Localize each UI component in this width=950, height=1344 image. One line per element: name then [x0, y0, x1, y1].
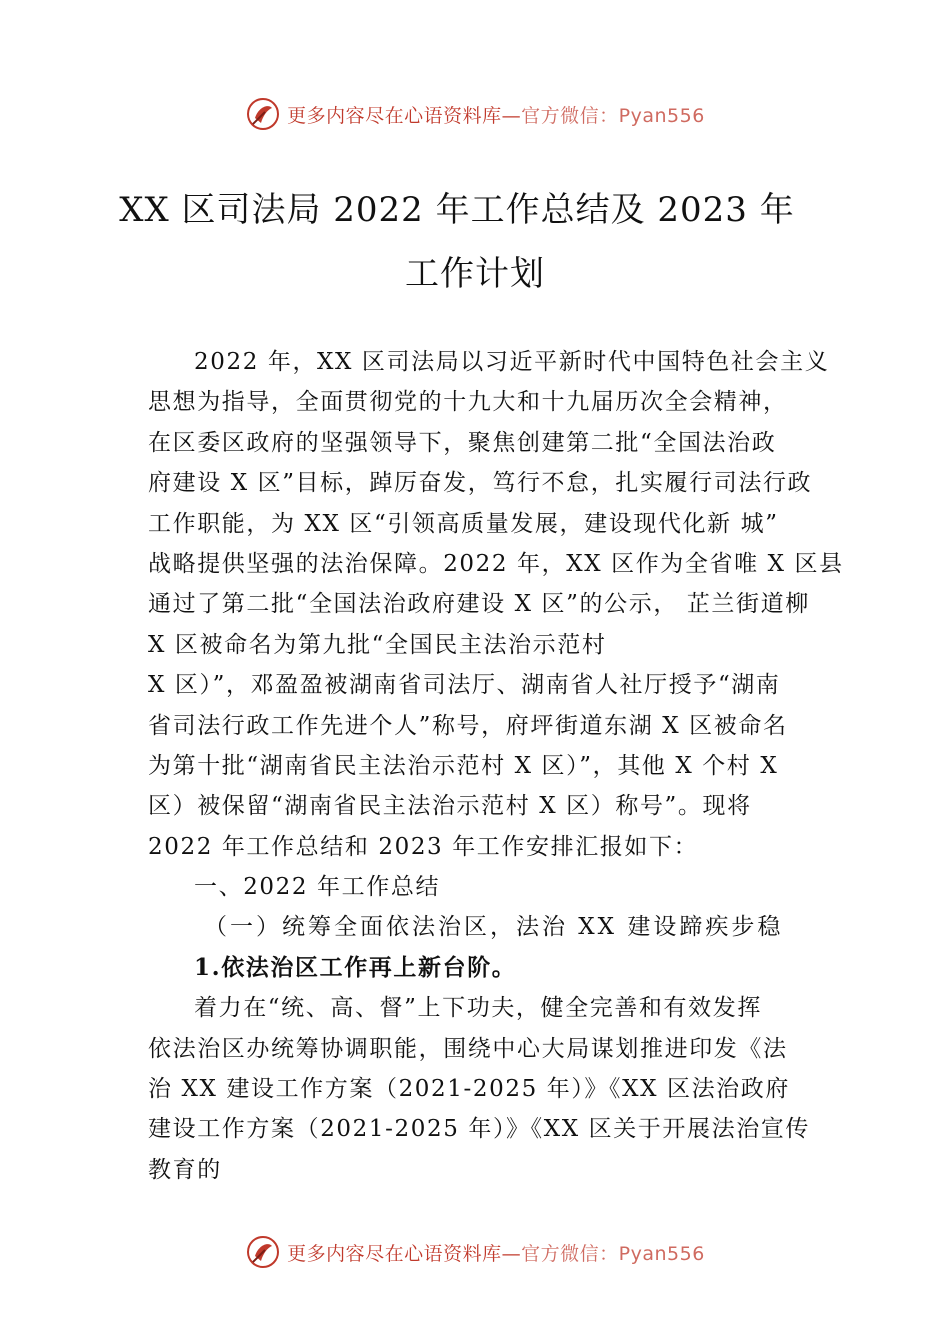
banner-wechat-text: 官方微信：Pyan556 [521, 1242, 705, 1265]
text-line: 教育的 [148, 1156, 222, 1183]
text-line: 为第十批“湖南省民主法治示范村 X 区）”，其他 X 个村 X [148, 752, 779, 779]
text-line: X 区被命名为第九批“全国民主法治示范村 [148, 631, 607, 658]
item-heading: 1.依法治区工作再上新台阶。 [194, 953, 517, 981]
document-body [148, 342, 844, 1190]
logo-icon [245, 1234, 281, 1270]
text-line: 在区委区政府的坚强领导下，聚焦创建第二批“全国法治政 [148, 429, 777, 456]
text-line: X 区）”，邓盈盈被湖南省司法厅、湖南省人社厅授予“湖南 [148, 672, 781, 699]
text-line: 区）被保留“湖南省民主法治示范村 X 区）称号”。现将 [148, 793, 752, 820]
banner-dash: — [501, 1242, 522, 1265]
text-line: 府建设 X 区”目标，踔厉奋发，笃行不怠，扎实履行司法行政 [148, 470, 813, 497]
subsection-heading: （一）统筹全面依法治区，法治 XX 建设蹄疾步稳 [204, 914, 784, 941]
text-line: 省司法行政工作先进个人”称号，府坪街道东湖 X 区被命名 [148, 712, 788, 739]
footer-banner [0, 1234, 950, 1270]
text-line: 通过了第二批“全国法治政府建设 X 区”的公示， 芷兰街道柳 [148, 591, 810, 618]
banner-text [287, 101, 705, 128]
text-line: 治 XX 建设工作方案（2021-2025 年）》《XX 区法治政府 [148, 1076, 790, 1103]
banner-dash: — [501, 104, 522, 127]
banner-wechat-text: 官方微信：Pyan556 [521, 104, 705, 127]
text-line: 2022 年，XX 区司法局以习近平新时代中国特色社会主义 [194, 349, 830, 375]
text-line: 2022 年工作总结和 2023 年工作安排汇报如下： [148, 833, 699, 860]
text-line: 建设工作方案（2021-2025 年）》《XX 区关于开展法治宣传 [148, 1116, 811, 1143]
document-title-line2: 工作计划 [405, 254, 545, 294]
text-line: 思想为指导，全面贯彻党的十九大和十九届历次全会精神， [148, 389, 788, 416]
document-title-line1: XX 区司法局 2022 年工作总结及 2023 年 [119, 190, 795, 230]
text-line: 工作职能，为 XX 区“引领高质量发展，建设现代化新 城” [148, 510, 779, 537]
logo-icon [245, 96, 281, 132]
section-heading: 一、2022 年工作总结 [194, 874, 441, 901]
banner-main-text: 更多内容尽在心语资料库 [287, 1242, 502, 1265]
header-banner [0, 96, 950, 132]
text-line: 战略提供坚强的法治保障。2022 年，XX 区作为全省唯 X 区县 [148, 550, 844, 577]
banner-text [287, 1239, 705, 1266]
text-line: 着力在“统、高、督”上下功夫，健全完善和有效发挥 [194, 995, 762, 1022]
banner-main-text: 更多内容尽在心语资料库 [287, 104, 502, 127]
text-line: 依法治区办统筹协调职能，围绕中心大局谋划推进印发《法 [148, 1035, 788, 1062]
